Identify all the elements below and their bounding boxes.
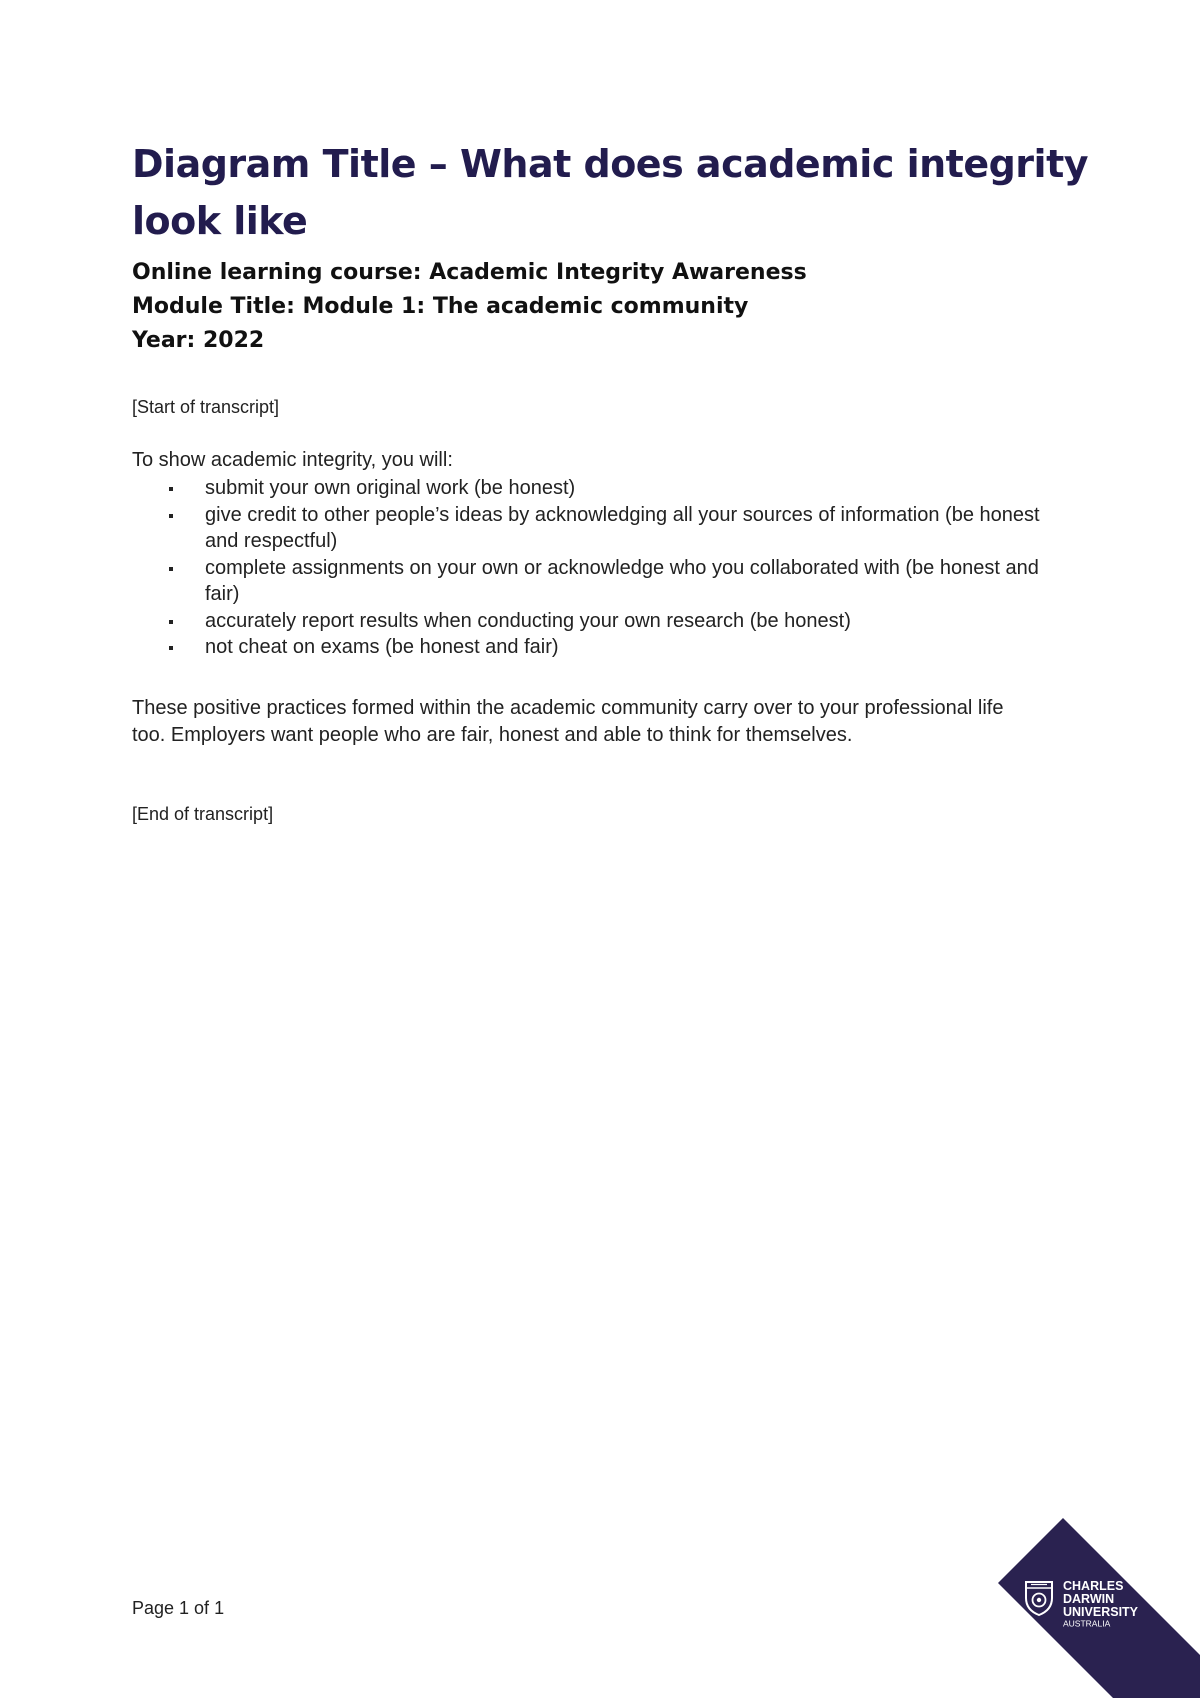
bullet-icon <box>169 487 173 491</box>
bullet-icon <box>169 620 173 624</box>
charles-darwin-university-logo <box>998 1518 1200 1698</box>
bullet-icon <box>169 646 173 650</box>
course-line: Online learning course: Academic Integrity Awareness <box>132 260 807 285</box>
logo-text-charles: CHARLES <box>1063 1579 1124 1593</box>
list-item-text: complete assignments on your own or acknowledge who you collaborated with (be honest and fair) <box>205 556 1039 605</box>
integrity-list <box>132 475 1072 661</box>
closing-paragraph: These positive practices formed within the academic community carry over to your professional life too. Employers want people who are fair, honest and able to think for themselves. <box>132 697 1004 746</box>
document-meta <box>132 256 1092 358</box>
module-title-line: Module Title: Module 1: The academic community <box>132 294 749 319</box>
logo-text-university: UNIVERSITY <box>1063 1605 1139 1619</box>
year-line: Year: 2022 <box>132 328 265 353</box>
bullet-icon <box>169 567 173 571</box>
transcript-end: [End of transcript] <box>132 804 274 824</box>
document-title: Diagram Title – What does academic integrity look like <box>132 142 1088 243</box>
list-item <box>132 634 1072 661</box>
transcript-start: [Start of transcript] <box>132 397 280 417</box>
list-item-text: give credit to other people’s ideas by acknowledging all your sources of information (be honest and respectful) <box>205 503 1040 552</box>
list-item-text: accurately report results when conducting your own research (be honest) <box>205 609 851 632</box>
logo-text-australia: AUSTRALIA <box>1063 1618 1111 1629</box>
page-number: Page 1 of 1 <box>132 1598 225 1618</box>
list-item <box>132 475 1072 502</box>
list-item <box>132 502 1072 555</box>
list-item-text: submit your own original work (be honest) <box>205 477 576 499</box>
list-item <box>132 555 1072 608</box>
list-item-text: not cheat on exams (be honest and fair) <box>205 636 559 658</box>
intro-text: To show academic integrity, you will: <box>132 449 453 471</box>
logo-text-darwin: DARWIN <box>1063 1592 1115 1606</box>
logo-graphic <box>998 1518 1200 1698</box>
list-item <box>132 608 1072 635</box>
bullet-icon <box>169 514 173 518</box>
